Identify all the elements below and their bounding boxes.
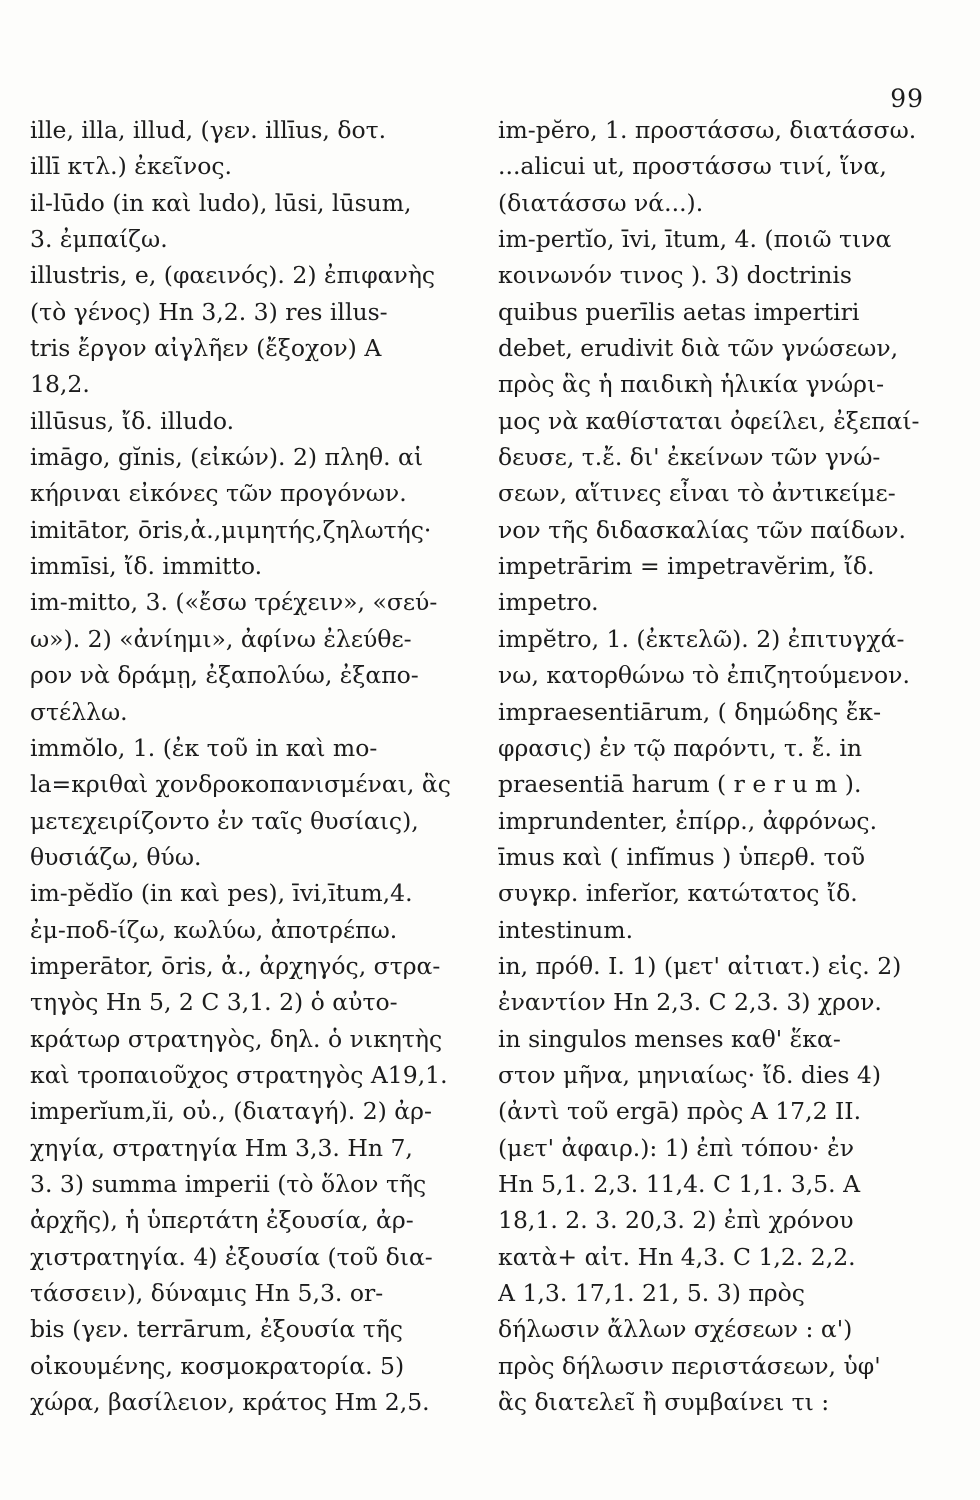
entry-line: κράτωρ στρατηγὸς, δηλ. ὁ νικητὴς xyxy=(30,1024,443,1053)
entry-line: illūsus, ἴδ. illudo. xyxy=(30,406,235,435)
entry-line: debet, erudivit διὰ τῶν γνώσεων, xyxy=(498,334,899,363)
entry-line: (τὸ γένος) Hn 3,2. 3) res illus- xyxy=(30,297,388,326)
entry-line: κοινωνόν τινος ). 3) doctrinis xyxy=(498,261,852,290)
entry-line: imperĭum,ĭi, οὐ., (διαταγή). 2) ἀρ- xyxy=(30,1097,432,1126)
entry-line: immŏlo, 1. (ἐκ τοῦ in καὶ mo- xyxy=(30,733,378,762)
entry-line: im-pĕdĭo (in καὶ pes), īvi,ītum,4. xyxy=(30,879,413,908)
right-column xyxy=(498,112,950,1420)
entry-line: στον μῆνα, μηνιαίως· ἴδ. dies 4) xyxy=(498,1060,882,1089)
entry-line: ἐμ-ποδ-ίζω, κωλύω, ἀποτρέπω. xyxy=(30,915,398,944)
entry-line: (μετ' ἀφαιρ.): 1) ἐπὶ τόπου· ἐν xyxy=(498,1133,854,1162)
entry-line: 3. ἐμπαίζω. xyxy=(30,225,168,254)
entry-line: φρασις) ἐν τῷ παρόντι, τ. ἔ. in xyxy=(498,733,863,762)
entry-line: κατὰ+ αἰτ. Hn 4,3. C 1,2. 2,2. xyxy=(498,1242,856,1271)
entry-line: νον τῆς διδασκαλίας τῶν παίδων. xyxy=(498,515,907,544)
entry-line: impetrārim = impetravĕrim, ἴδ. xyxy=(498,552,875,581)
entry-line: imāgo, gĭnis, (εἰκών). 2) πληθ. αἱ xyxy=(30,443,424,472)
entry-line: ille, illa, illud, (γεν. illīus, δοτ. xyxy=(30,116,387,144)
entry-line: δευσε, τ.ἔ. δι' ἐκείνων τῶν γνώ- xyxy=(498,443,881,472)
entry-line: A 1,3. 17,1. 21, 5. 3) πρὸς xyxy=(498,1279,805,1307)
page-number: 99 xyxy=(890,84,924,113)
entry-line: im-pĕro, 1. προστάσσω, διατάσσω. xyxy=(498,116,917,144)
entry-line: στέλλω. xyxy=(30,697,128,726)
entry-line: τηγὸς Hn 5, 2 C 3,1. 2) ὁ αὐτο- xyxy=(30,988,398,1017)
entry-line: praesentiā harum ( r e r u m ). xyxy=(498,770,862,799)
entry-line: la=κριθαὶ χονδροκοπανισμέναι, ἃς xyxy=(30,770,451,799)
entry-line: imitātor, ōris,ἀ.,μιμητής,ζηλωτής· xyxy=(30,515,432,544)
entry-line: (διατάσσω νά...). xyxy=(498,188,704,217)
entry-line: σεων, αἵτινες εἶναι τὸ ἀντικείμε- xyxy=(498,479,896,508)
entry-line: πρὸς ἃς ἡ παιδικὴ ἡλικία γνώρι- xyxy=(498,370,885,399)
entry-line: in singulos menses καθ' ἕκα- xyxy=(498,1024,841,1053)
entry-line: tris ἔργον αἰγλῆεν (ἔξοχον) A xyxy=(30,334,382,363)
entry-line: (ἀντὶ τοῦ ergā) πρὸς A 17,2 II. xyxy=(498,1097,862,1126)
entry-line: χιστρατηγία. 4) ἐξουσία (τοῦ δια- xyxy=(30,1242,433,1271)
left-column xyxy=(30,112,476,1420)
entry-line: illustris, e, (φαεινός). 2) ἐπιφανὴς xyxy=(30,261,436,290)
entry-line: πρὸς δήλωσιν περιστάσεων, ὑφ' xyxy=(498,1351,881,1380)
entry-line: ρον νὰ δράμῃ, ἐξαπολύω, ἐξαπο- xyxy=(30,661,419,690)
entry-line: κήριναι εἰκόνες τῶν προγόνων. xyxy=(30,479,407,508)
entry-line: νω, κατορθώνω τὸ ἐπιζητούμενον. xyxy=(498,661,910,690)
entry-line: imperātor, ōris, ἀ., ἀρχηγός, στρα- xyxy=(30,951,441,980)
entry-line: μος νὰ καθίσταται ὀφείλει, ἐξεπαί- xyxy=(498,406,920,435)
entry-line: im-mitto, 3. («ἔσω τρέχειν», «σεύ- xyxy=(30,588,438,617)
entry-line: τάσσειν), δύναμις Hn 5,3. or- xyxy=(30,1279,384,1307)
entry-line: συγκρ. inferĭor, κατώτατος ἴδ. xyxy=(498,879,858,908)
entry-line: Hn 5,1. 2,3. 11,4. C 1,1. 3,5. A xyxy=(498,1169,861,1198)
entry-line: ω»). 2) «ἀνίημι», ἀφίνω ἐλεύθε- xyxy=(30,624,412,653)
entry-line: intestinum. xyxy=(498,915,634,944)
entry-line: in, πρόθ. I. 1) (μετ' αἰτιατ.) εἰς. 2) xyxy=(498,951,902,980)
entry-line: μετεχειρίζοντο ἐν ταῖς θυσίαις), xyxy=(30,806,419,835)
entry-line: 3. 3) summa imperii (τὸ ὅλον τῆς xyxy=(30,1169,427,1198)
entry-line: quibus puerīlis aetas impertiri xyxy=(498,297,860,326)
entry-line: ἀρχῆς), ἡ ὑπερτάτη ἐξουσία, ἀρ- xyxy=(30,1206,414,1235)
entry-line: οἰκουμένης, κοσμοκρατορία. 5) xyxy=(30,1351,405,1380)
entry-line: il-lūdo (in καὶ ludo), lūsi, lūsum, xyxy=(30,188,412,217)
entry-line: bis (γεν. terrārum, ἐξουσία τῆς xyxy=(30,1315,403,1344)
entry-line: immīsi, ἴδ. immitto. xyxy=(30,552,263,581)
entry-line: impraesentiārum, ( δημώδης ἔκ- xyxy=(498,697,882,726)
entry-line: θυσιάζω, θύω. xyxy=(30,842,202,871)
entry-line: 18,1. 2. 3. 20,3. 2) ἐπὶ χρόνου xyxy=(498,1206,854,1235)
entry-line: χώρα, βασίλειον, κράτος Hm 2,5. xyxy=(30,1388,430,1417)
entry-line: īmus καὶ ( infĭmus ) ὑπερθ. τοῦ xyxy=(498,842,866,871)
entry-line: καὶ τροπαιοῦχος στρατηγὸς A19,1. xyxy=(30,1060,448,1089)
entry-line: impetro. xyxy=(498,588,599,617)
entry-line: ...alicui ut, προστάσσω τινί, ἵνα, xyxy=(498,152,887,181)
entry-line: ἃς διατελεῖ ἢ συμβαίνει τι : xyxy=(498,1388,830,1417)
entry-line: illī κτλ.) ἐκεῖνος. xyxy=(30,152,232,181)
entry-line: δήλωσιν ἄλλων σχέσεων : α') xyxy=(498,1315,853,1344)
entry-line: im-pertĭo, īvi, ītum, 4. (ποιῶ τινα xyxy=(498,225,892,254)
entry-line: imprundenter, ἐπίρρ., ἀφρόνως. xyxy=(498,806,878,835)
entry-line: χηγία, στρατηγία Hm 3,3. Hn 7, xyxy=(30,1133,413,1162)
entry-line: impĕtro, 1. (ἐκτελῶ). 2) ἐπιτυγχά- xyxy=(498,624,905,653)
entry-line: ἐναντίον Hn 2,3. C 2,3. 3) χρον. xyxy=(498,988,882,1017)
entry-line: 18,2. xyxy=(30,370,90,399)
